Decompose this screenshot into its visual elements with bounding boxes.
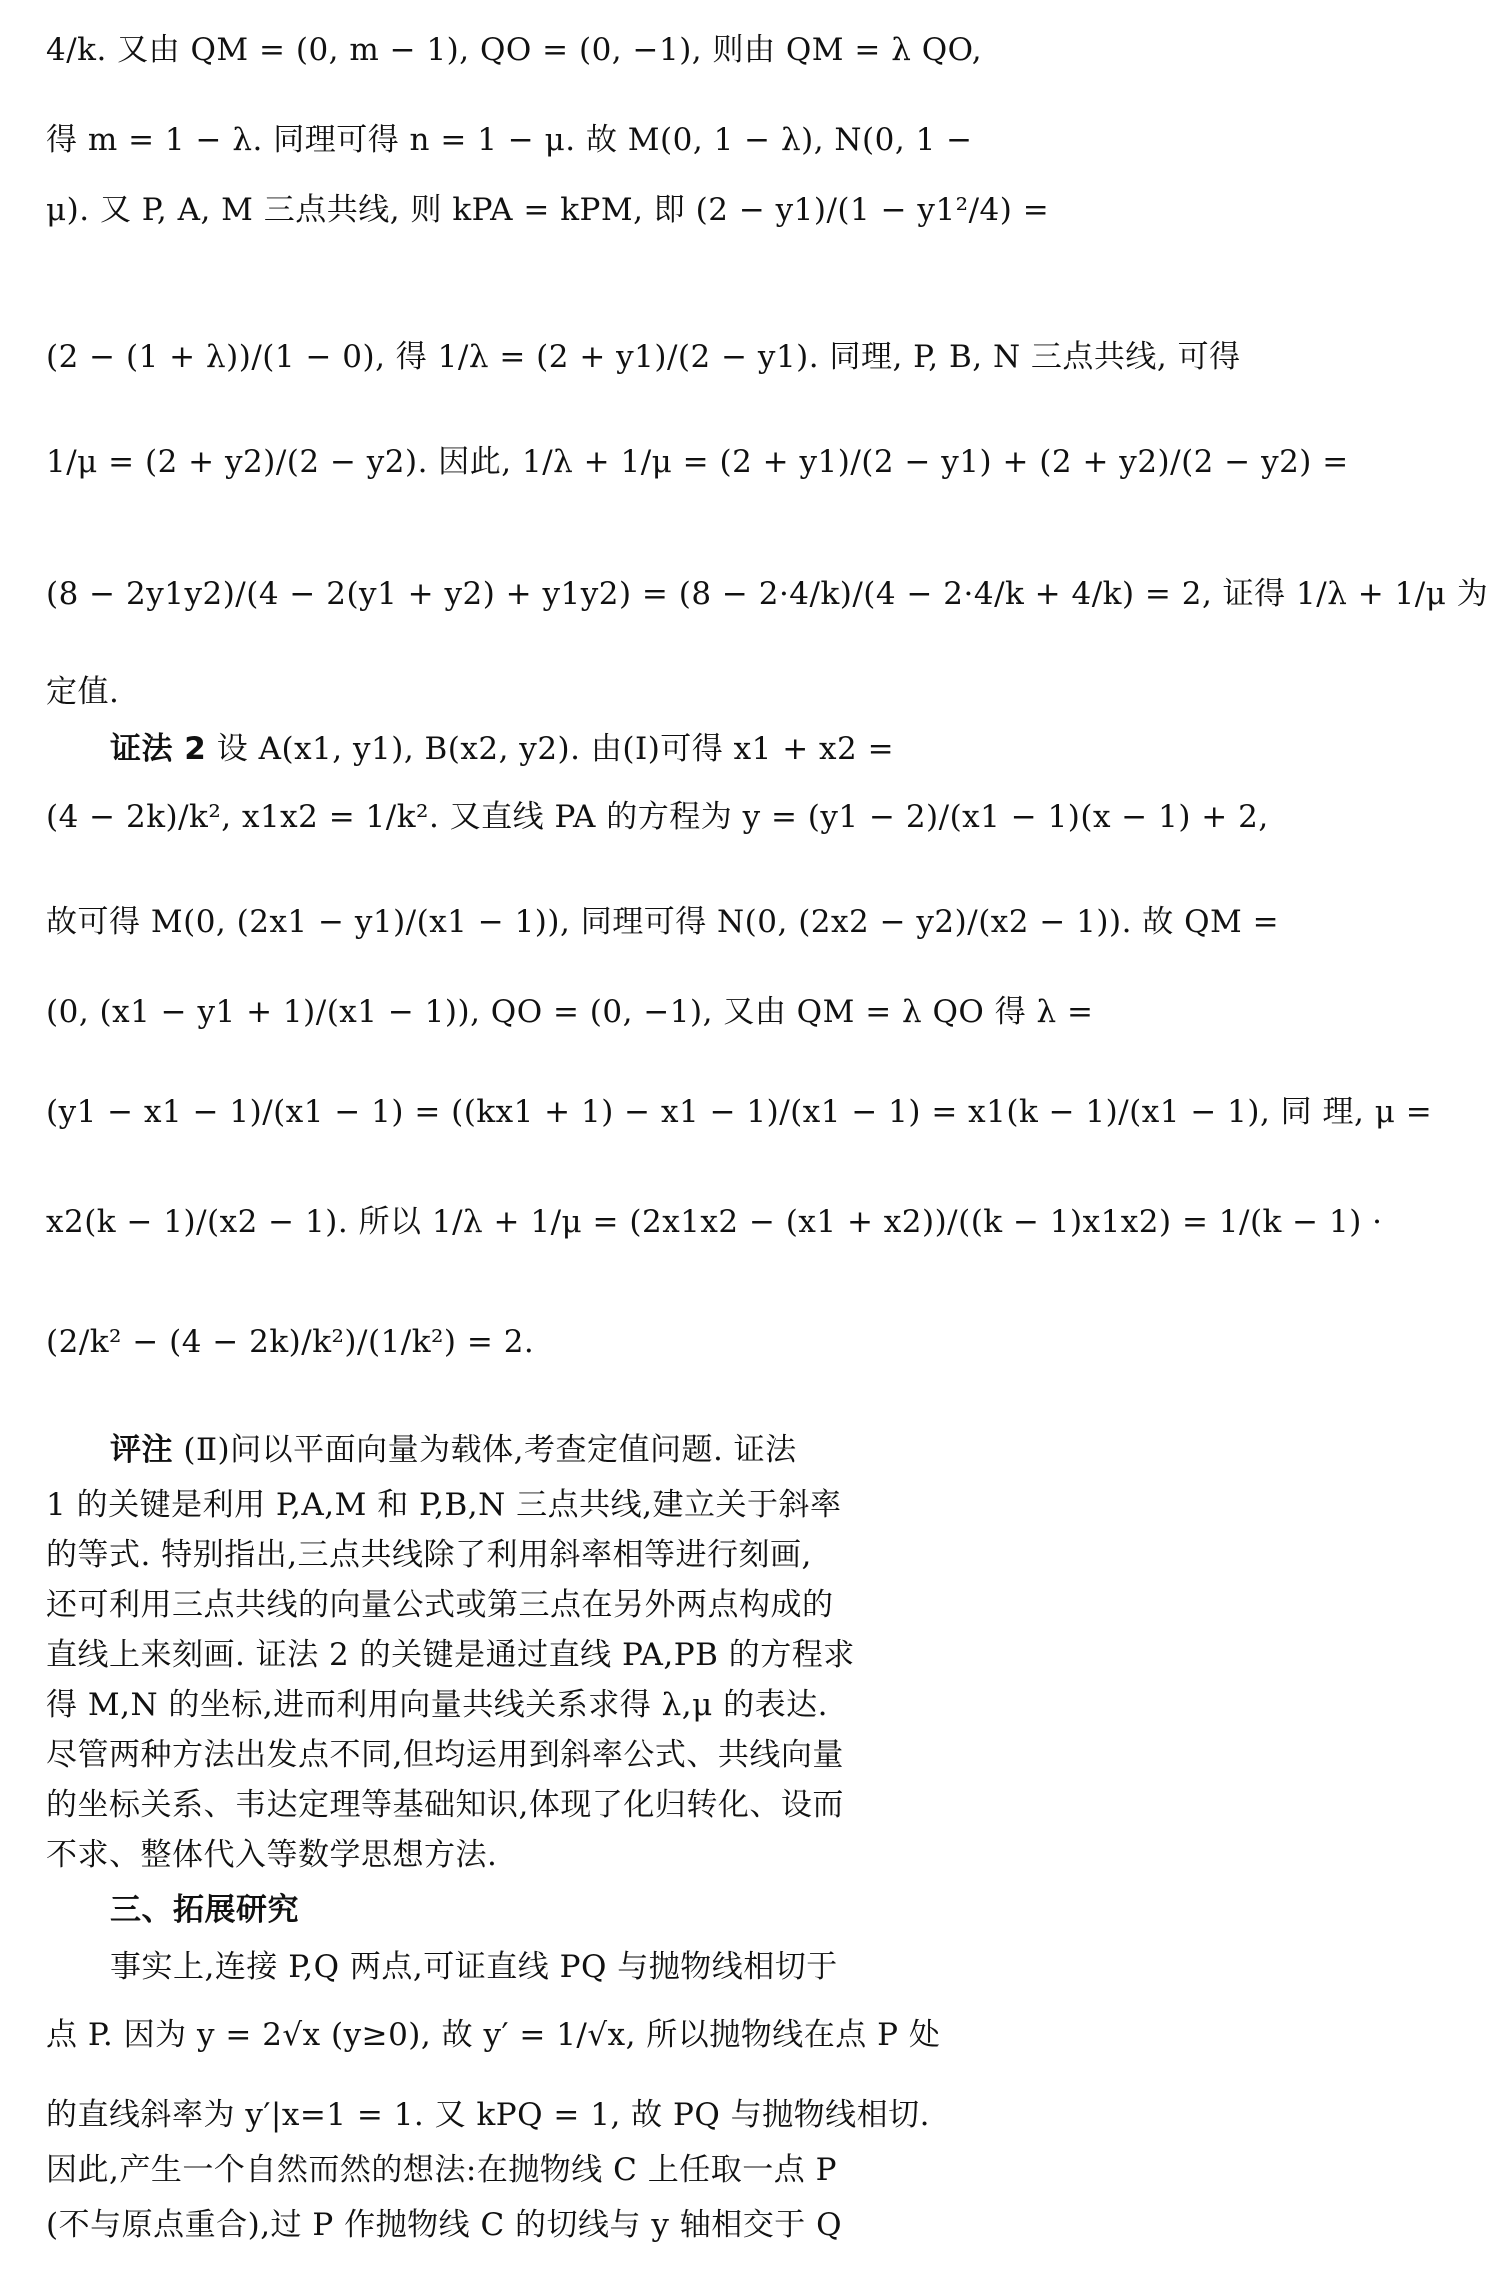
proof2-line-4: (0, (x1 − y1 + 1)/(x1 − 1)), QO = (0, −1), 又由 QM = λ QO 得 λ = [46,994,1094,1030]
proof1-line-4: (2 − (1 + λ))/(1 − 0), 得 1/λ = (2 + y1)/(2 − y1). 同理, P, B, N 三点共线, 可得 [46,339,1241,375]
comment-line-3: 的等式. 特别指出,三点共线除了利用斜率相等进行刻画, [46,1537,812,1573]
section3-line-1: 事实上,连接 P,Q 两点,可证直线 PQ 与抛物线相切于 [110,1949,838,1985]
proof1-line-5: 1/μ = (2 + y2)/(2 − y2). 因此, 1/λ + 1/μ = (2 + y1)/(2 − y1) + (2 + y2)/(2 − y2) = [46,444,1349,480]
proof2-text-1: 设 A(x1, y1), B(x2, y2). 由(Ⅰ)可得 x1 + x2 = [216,731,895,767]
proof2-label: 证法 2 [110,731,207,767]
comment-line-6: 得 M,N 的坐标,进而利用向量共线关系求得 λ,μ 的表达. [46,1687,828,1723]
comment-label: 评注 [110,1432,173,1468]
comment-text-1: (Ⅱ)问以平面向量为载体,考查定值问题. 证法 [183,1432,797,1468]
comment-line-2: 1 的关键是利用 P,A,M 和 P,B,N 三点共线,建立关于斜率 [46,1487,842,1523]
proof2-line-5: (y1 − x1 − 1)/(x1 − 1) = ((kx1 + 1) − x1 − 1)/(x1 − 1) = x1(k − 1)/(x1 − 1), 同 理, μ = [46,1094,1433,1130]
comment-line-1 [46,1428,970,1472]
proof2-line-1 [46,727,970,771]
proof2-line-7: (2/k² − (4 − 2k)/k²)/(1/k²) = 2. [46,1324,535,1360]
section3-line-3: 的直线斜率为 y′|x=1 = 1. 又 kPQ = 1, 故 PQ 与抛物线相切. [46,2097,931,2133]
proof1-line-1: 4/k. 又由 QM = (0, m − 1), QO = (0, −1), 则由 QM = λ QO, [46,32,983,68]
proof1-line-3: μ). 又 P, A, M 三点共线, 则 kPA = kPM, 即 (2 − y1)/(1 − y1²/4) = [46,192,1050,228]
proof1-line-7: 定值. [46,674,120,710]
section-heading: 三、拓展研究 [110,1892,299,1928]
proof1-line-6: (8 − 2y1y2)/(4 − 2(y1 + y2) + y1y2) = (8 − 2·4/k)/(4 − 2·4/k + 4/k) = 2, 证得 1/λ + 1/μ 为 [46,576,1488,612]
comment-line-9: 不求、整体代入等数学思想方法. [46,1837,498,1873]
proof2-line-6: x2(k − 1)/(x2 − 1). 所以 1/λ + 1/μ = (2x1x2 − (x1 + x2))/((k − 1)x1x2) = 1/(k − 1) · [46,1204,1383,1240]
section3-line-5: (不与原点重合),过 P 作抛物线 C 的切线与 y 轴相交于 Q [46,2207,843,2243]
comment-line-5: 直线上来刻画. 证法 2 的关键是通过直线 PA,PB 的方程求 [46,1637,855,1673]
comment-line-8: 的坐标关系、韦达定理等基础知识,体现了化归转化、设而 [46,1787,844,1823]
comment-line-7: 尽管两种方法出发点不同,但均运用到斜率公式、共线向量 [46,1737,844,1773]
section3-line-4: 因此,产生一个自然而然的想法:在抛物线 C 上任取一点 P [46,2152,837,2188]
comment-line-4: 还可利用三点共线的向量公式或第三点在另外两点构成的 [46,1587,834,1623]
proof2-line-2: (4 − 2k)/k², x1x2 = 1/k². 又直线 PA 的方程为 y = (y1 − 2)/(x1 − 1)(x − 1) + 2, [46,799,1269,835]
proof2-line-3: 故可得 M(0, (2x1 − y1)/(x1 − 1)), 同理可得 N(0, (2x2 − y2)/(x2 − 1)). 故 QM = [46,904,1280,940]
section3-line-2: 点 P. 因为 y = 2√x (y≥0), 故 y′ = 1/√x, 所以抛物线在点 P 处 [46,2017,941,2053]
proof1-line-2: 得 m = 1 − λ. 同理可得 n = 1 − μ. 故 M(0, 1 − λ), N(0, 1 − [46,122,973,158]
